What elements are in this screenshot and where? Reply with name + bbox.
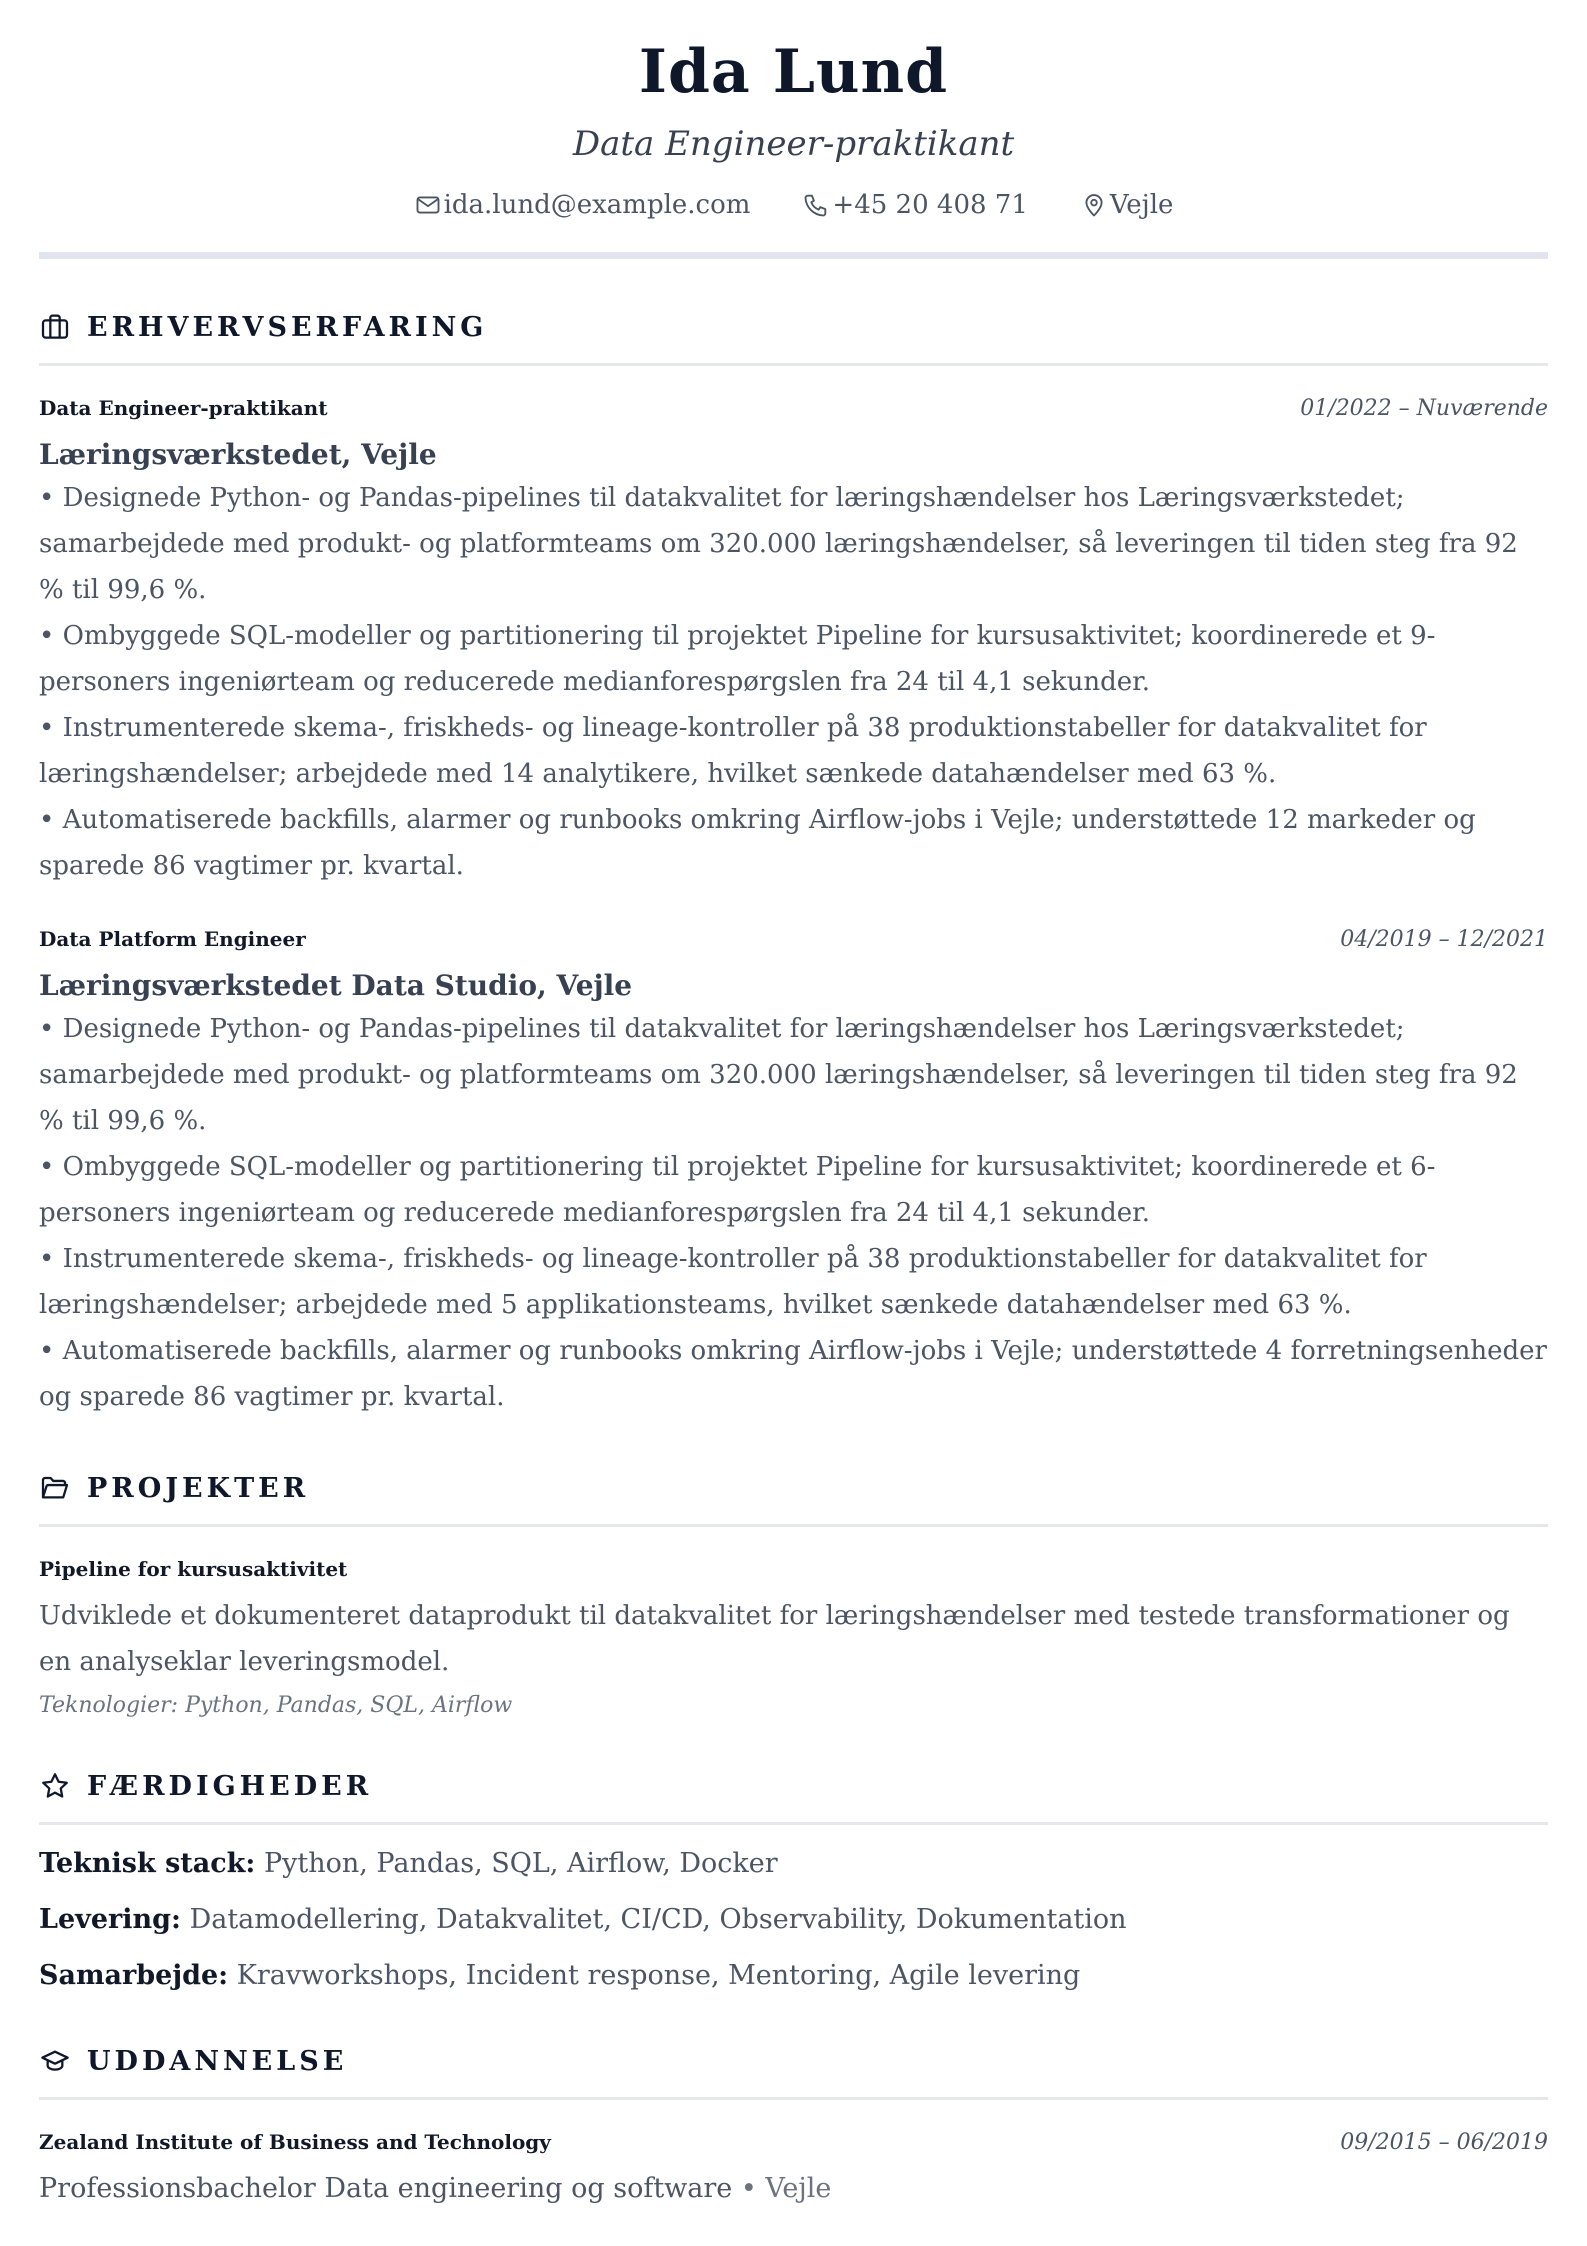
projects-section [39, 1472, 1548, 1718]
resume-header [39, 0, 1548, 259]
experience-section [39, 311, 1548, 1420]
section-divider [39, 2097, 1548, 2100]
skill-value: Kravworkshops, Incident response, Mentoring, Agile levering [228, 1960, 1081, 1991]
candidate-title: Data Engineer-praktikant [572, 124, 1015, 164]
skill-label: Teknisk stack: [39, 1848, 256, 1879]
skill-value: Python, Pandas, SQL, Airflow, Docker [255, 1848, 778, 1879]
skills-section [39, 1770, 1548, 1993]
education-dates: 09/2015 – 06/2019 [1340, 2130, 1548, 2155]
contact-location [1080, 188, 1174, 222]
school-name: Zealand Institute of Business and Technology [39, 2130, 551, 2154]
job-company: Læringsværkstedet, Vejle [39, 438, 437, 471]
education-section [39, 2045, 1548, 2209]
job-entry [39, 396, 1548, 889]
section-heading [39, 2045, 1548, 2077]
briefcase-icon [39, 311, 71, 343]
job-bullet: • Automatiserede backfills, alarmer og runbooks omkring Airflow-jobs i Vejle; understøttede 4 forretningsenheder og sparede 86 vagtimer pr. kvartal. [39, 1336, 1547, 1412]
section-divider [39, 363, 1548, 366]
folder-open-icon [39, 1472, 71, 1504]
section-heading [39, 1770, 1548, 1802]
section-title: PROJEKTER [87, 1472, 310, 1504]
location-pin-icon [1080, 191, 1108, 219]
section-heading [39, 311, 1548, 343]
header-divider [39, 252, 1548, 259]
phone-text: +45 20 408 71 [832, 190, 1028, 220]
job-company: Læringsværkstedet Data Studio, Vejle [39, 969, 633, 1002]
graduation-cap-icon [39, 2045, 71, 2077]
section-heading [39, 1472, 1548, 1504]
education-entry [39, 2130, 1548, 2209]
job-dates: 04/2019 – 12/2021 [1340, 927, 1548, 952]
section-title: UDDANNELSE [87, 2045, 348, 2077]
project-entry [39, 1557, 1548, 1718]
job-role: Data Platform Engineer [39, 927, 306, 951]
separator-dot: • [732, 2173, 766, 2204]
project-title: Pipeline for kursusaktivitet [39, 1557, 348, 1581]
education-degree-line [39, 2169, 1548, 2209]
candidate-name: Ida Lund [638, 37, 949, 107]
skill-row [39, 1847, 1548, 1881]
job-entry [39, 927, 1548, 1420]
section-divider [39, 1524, 1548, 1527]
job-bullet: • Ombyggede SQL-modeller og partitionering til projektet Pipeline for kursusaktivitet; koordinerede et 6-personers ingeniørteam og reducerede medianforespørgslen fra 24 til 4,1 sekunder. [39, 1152, 1436, 1228]
location-text: Vejle [1109, 190, 1174, 220]
section-title: ERHVERVSERFARING [87, 311, 488, 343]
job-bullet: • Instrumenterede skema-, friskheds- og lineage-kontroller på 38 produktionstabeller for datakvalitet for læringshændelser; arbejdede med 5 applikationsteams, hvilket sænkede datahændelser med 63 %. [39, 1244, 1427, 1320]
education-location: Vejle [765, 2173, 832, 2204]
project-description: Udviklede et dokumenteret dataprodukt til datakvalitet for læringshændelser med testede transformationer og en analyseklar leveringsmodel. [39, 1601, 1510, 1677]
contact-phone[interactable] [802, 188, 1027, 222]
mail-icon [414, 191, 442, 219]
skill-row [39, 1959, 1548, 1993]
job-role: Data Engineer-praktikant [39, 396, 328, 420]
skill-label: Samarbejde: [39, 1960, 229, 1991]
degree-name: Professionsbachelor Data engineering og software [39, 2173, 733, 2204]
skill-label: Levering: [39, 1904, 181, 1935]
job-bullet: • Designede Python- og Pandas-pipelines til datakvalitet for læringshændelser hos Læringsværkstedet; samarbejdede med produkt- og platformteams om 320.000 læringshændelser, så leveringen til tiden steg fra 92 % til 99,6 %. [39, 1014, 1518, 1136]
contact-line [39, 188, 1548, 222]
job-dates: 01/2022 – Nuværende [1300, 396, 1548, 421]
phone-icon [802, 191, 830, 219]
section-divider [39, 1822, 1548, 1825]
skill-row [39, 1903, 1548, 1937]
section-title: FÆRDIGHEDER [87, 1770, 373, 1802]
star-icon [39, 1770, 71, 1802]
job-bullet: • Instrumenterede skema-, friskheds- og lineage-kontroller på 38 produktionstabeller for datakvalitet for læringshændelser; arbejdede med 14 analytikere, hvilket sænkede datahændelser med 63 %. [39, 713, 1427, 789]
skill-value: Datamodellering, Datakvalitet, CI/CD, Observability, Dokumentation [181, 1904, 1127, 1935]
contact-email[interactable] [414, 188, 751, 222]
job-bullet: • Ombyggede SQL-modeller og partitionering til projektet Pipeline for kursusaktivitet; koordinerede et 9-personers ingeniørteam og reducerede medianforespørgslen fra 24 til 4,1 sekunder. [39, 621, 1436, 697]
email-text: ida.lund@example.com [443, 190, 751, 220]
project-tech: Teknologier: Python, Pandas, SQL, Airflow [39, 1693, 513, 1718]
job-bullet: • Designede Python- og Pandas-pipelines til datakvalitet for læringshændelser hos Læringsværkstedet; samarbejdede med produkt- og platformteams om 320.000 læringshændelser, så leveringen til tiden steg fra 92 % til 99,6 %. [39, 483, 1518, 605]
job-bullet: • Automatiserede backfills, alarmer og runbooks omkring Airflow-jobs i Vejle; understøttede 12 markeder og sparede 86 vagtimer pr. kvartal. [39, 805, 1476, 881]
